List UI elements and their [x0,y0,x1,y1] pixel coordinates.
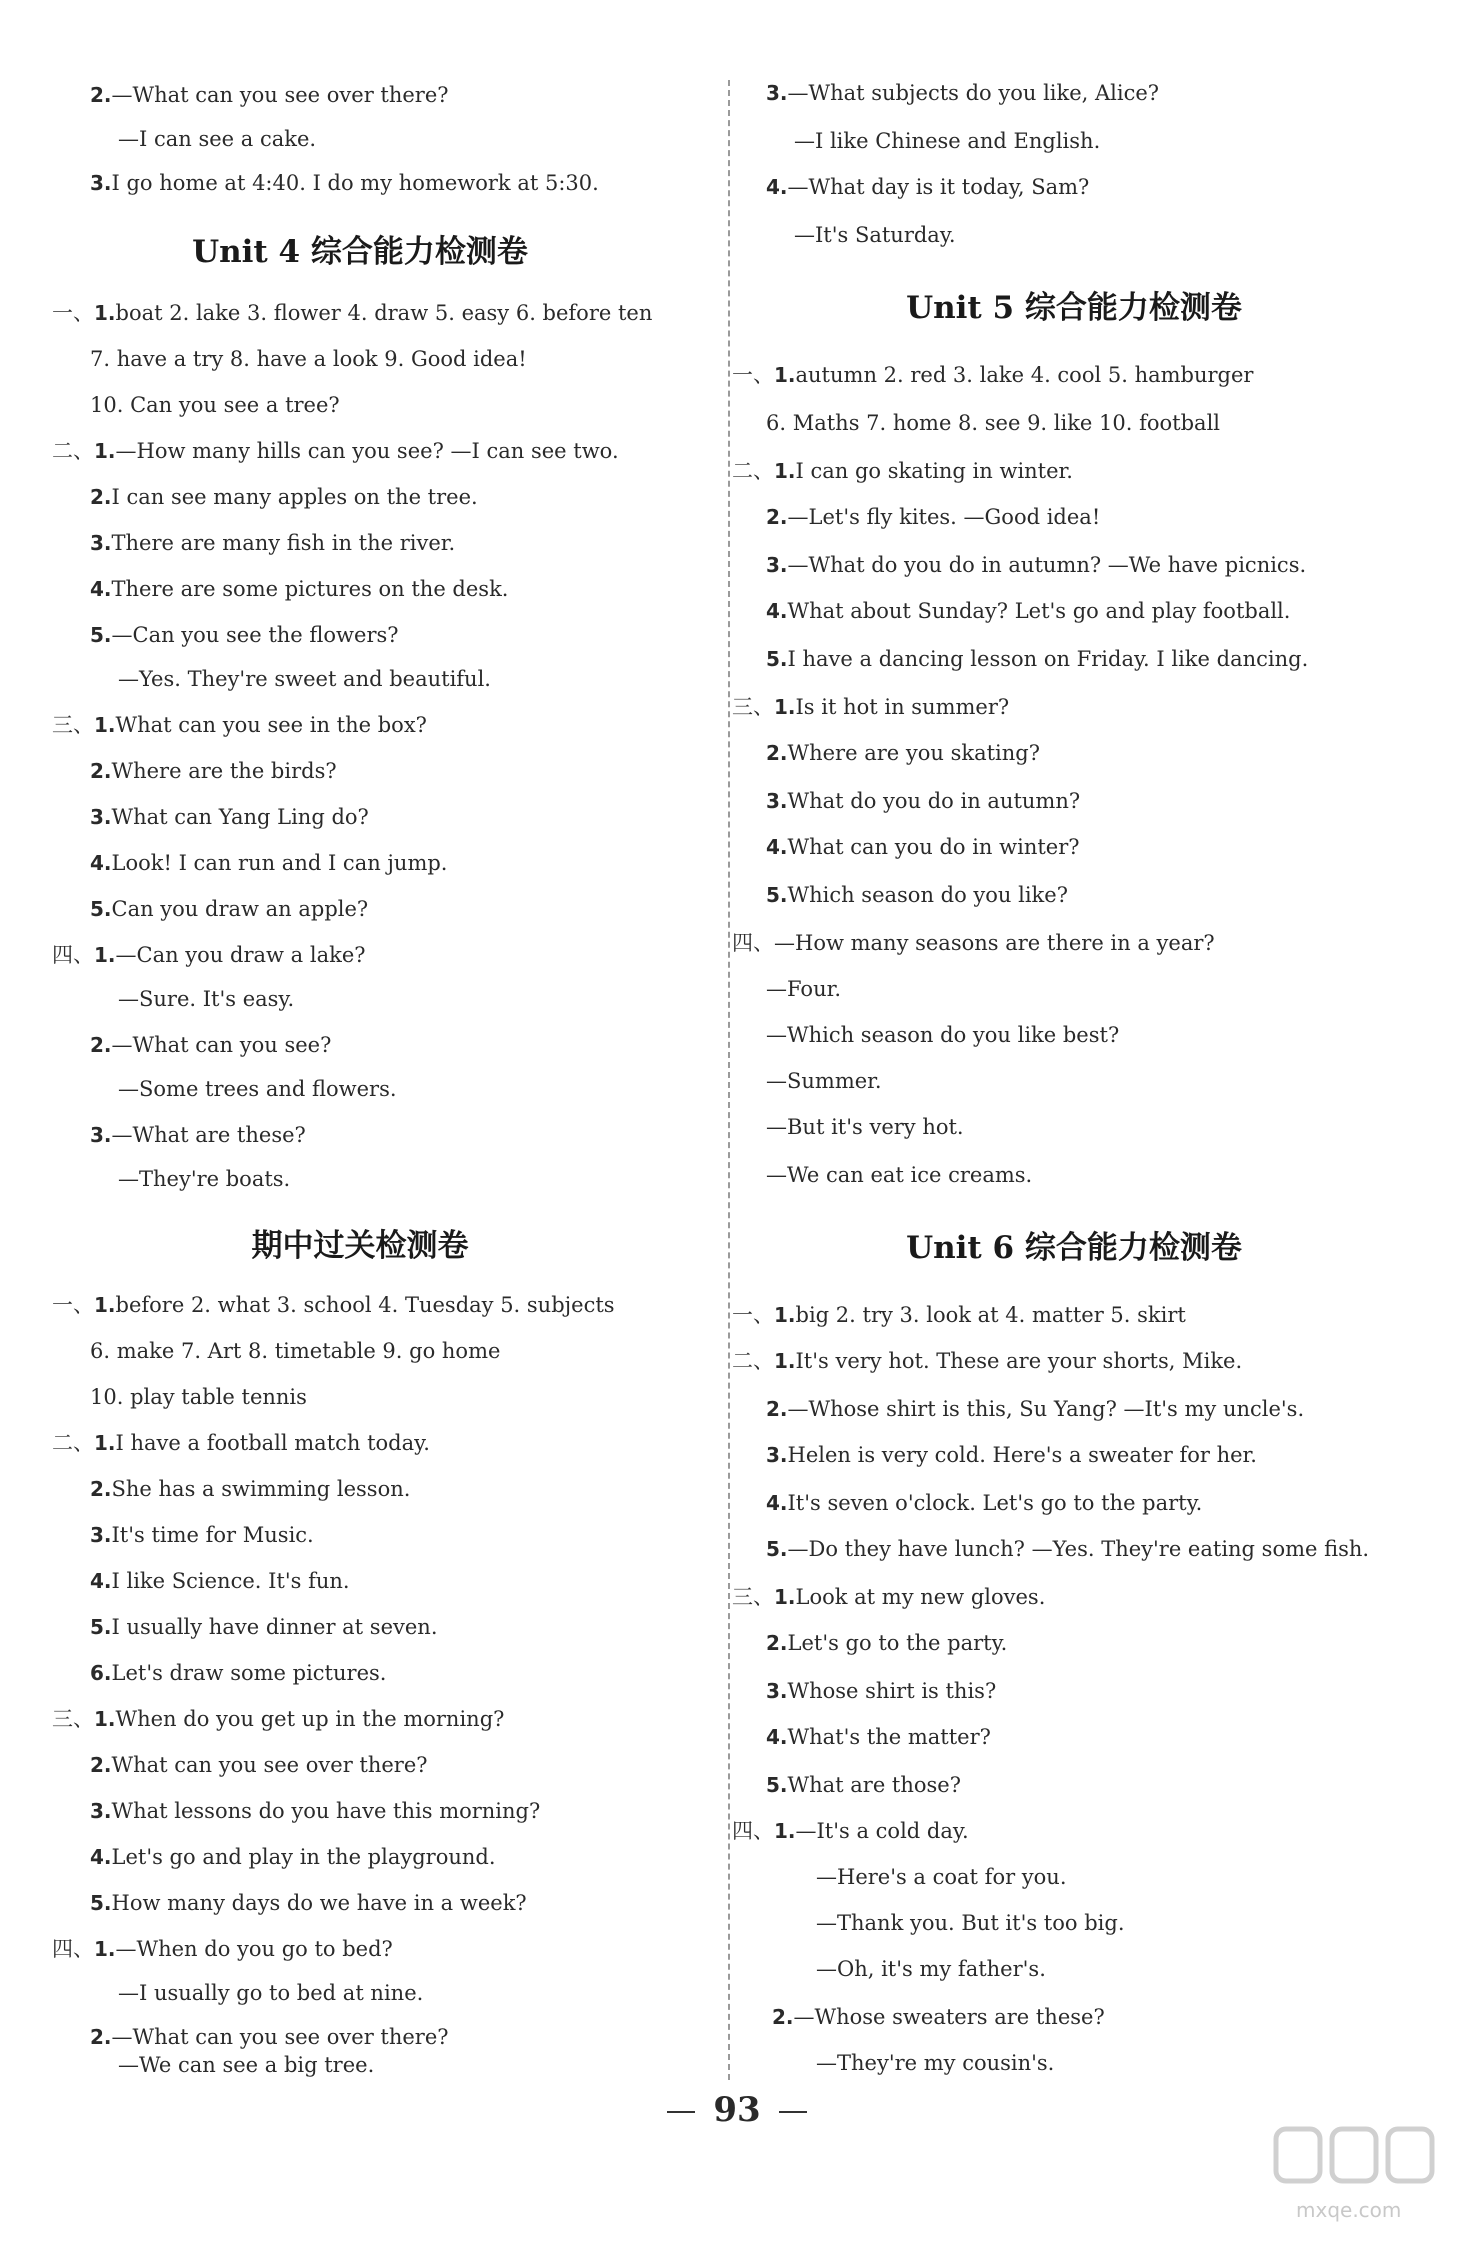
section-title-unit4: Unit 4 综合能力检测卷 [192,234,528,270]
section-marker: 一、 [732,363,774,387]
answer-text: I like Science. It's fun. [111,1569,350,1593]
answer-line [794,220,956,250]
answer-line [52,710,427,740]
answer-text: What can you do in winter? [787,835,1080,859]
answer-line [90,1842,496,1872]
answer-line [732,692,1009,722]
answer-text: —We can see a big tree. [118,2053,375,2077]
answer-text: —Which season do you like best? [766,1023,1120,1047]
item-number: 1. [94,1293,116,1317]
answer-line [90,482,478,512]
item-number: 3. [766,81,788,105]
section-title-unit5: Unit 5 综合能力检测卷 [906,290,1242,326]
answer-text: —Oh, it's my father's. [816,1957,1046,1981]
answer-text: big 2. try 3. look at 4. matter 5. skirt [795,1303,1186,1327]
item-number: 3. [766,1679,788,1703]
item-number: 1. [94,439,116,463]
answer-text: There are many fish in the river. [111,531,456,555]
item-number: 1. [774,1585,796,1609]
section-marker: 一、 [732,1303,774,1327]
answer-text: Where are the birds? [111,759,337,783]
answer-line [90,168,599,198]
answer-text: —Whose sweaters are these? [793,2005,1105,2029]
answer-line [766,1112,964,1142]
answer-text: —What are these? [111,1123,306,1147]
answer-line [766,738,1040,768]
watermark-text: mxqe.com [1296,2198,1402,2222]
answer-text: —Let's fly kites. —Good idea! [787,505,1101,529]
item-number: 3. [90,171,112,195]
answer-text: I go home at 4:40. I do my homework at 5:30. [111,171,599,195]
answer-line [766,974,841,1004]
answer-line [52,1934,393,1964]
answer-line [90,1120,306,1150]
item-number: 2. [766,1397,788,1421]
answer-line [816,1862,1067,1892]
answer-line [52,298,652,328]
footer-dash-left [667,2111,695,2113]
answer-line [90,756,337,786]
answer-text: boat 2. lake 3. flower 4. draw 5. easy 6. before ten [115,301,653,325]
answer-text: —When do you go to bed? [115,1937,393,1961]
answer-text: —Here's a coat for you. [816,1865,1067,1889]
answer-text: —Summer. [766,1069,882,1093]
answer-line [816,1908,1125,1938]
item-number: 1. [774,1349,796,1373]
answer-line [766,78,1159,108]
answer-line [766,408,1220,438]
answer-line [732,1816,969,1846]
section-marker: 二、 [732,459,774,483]
answer-line [766,644,1308,674]
answer-text: —I can see a cake. [118,127,317,151]
answer-text: Let's go and play in the playground. [111,1845,496,1869]
answer-line [772,2002,1105,2032]
answer-line [766,1628,1007,1658]
answer-text: Let's go to the party. [787,1631,1008,1655]
answer-line [90,1658,386,1688]
answer-line [816,2048,1054,2078]
answer-line [90,802,369,832]
answer-line [118,2050,374,2080]
answer-text: What's the matter? [787,1725,991,1749]
item-number: 2. [90,1033,112,1057]
answer-line [90,1030,331,1060]
answer-text: What about Sunday? Let's go and play football. [787,599,1291,623]
answer-text: Can you draw an apple? [111,897,369,921]
answer-text: Look at my new gloves. [795,1585,1046,1609]
item-number: 3. [90,805,112,829]
answer-line [90,1750,428,1780]
answer-line [90,528,455,558]
answer-text: Which season do you like? [787,883,1068,907]
answer-text: 10. play table tennis [90,1385,307,1409]
answer-text: —Whose shirt is this, Su Yang? —It's my uncle's. [787,1397,1305,1421]
answer-line [90,1336,500,1366]
item-number: 2. [90,83,112,107]
answer-text: —What can you see over there? [111,2025,449,2049]
item-number: 2. [90,1477,112,1501]
answer-text: —Some trees and flowers. [118,1077,397,1101]
section-marker: 四、 [52,943,94,967]
item-number: 4. [766,1491,788,1515]
answer-text: Where are you skating? [787,741,1040,765]
item-number: 1. [774,1819,796,1843]
item-number: 5. [766,1537,788,1561]
item-number: 3. [90,1123,112,1147]
item-number: 2. [766,1631,788,1655]
answer-line [732,1300,1186,1330]
answer-text: —Four. [766,977,841,1001]
section-title-midterm: 期中过关检测卷 [251,1228,469,1264]
answer-text: What can Yang Ling do? [111,805,369,829]
answer-line [90,1382,307,1412]
answer-line [90,2022,449,2052]
watermark-logo [1256,2121,1456,2231]
answer-text: What do you do in autumn? [787,789,1081,813]
section-marker: 三、 [52,713,94,737]
answer-text: I usually have dinner at seven. [111,1615,438,1639]
answer-line [766,550,1306,580]
answer-text: 7. have a try 8. have a look 9. Good idea! [90,347,527,371]
answer-text: 6. Maths 7. home 8. see 9. like 10. football [766,411,1221,435]
answer-line [52,436,619,466]
answer-text: Is it hot in summer? [795,695,1010,719]
answer-line [766,596,1290,626]
answer-line [766,1394,1304,1424]
column-divider [728,80,730,2080]
answer-text: It's very hot. These are your shorts, Mike. [795,1349,1243,1373]
answer-line [766,1440,1257,1470]
item-number: 4. [90,1845,112,1869]
answer-line [766,1020,1119,1050]
answer-text: Whose shirt is this? [787,1679,997,1703]
item-number: 3. [766,789,788,813]
answer-text: —How many seasons are there in a year? [774,931,1215,955]
answer-text: —It's a cold day. [795,1819,969,1843]
answer-line [766,1488,1202,1518]
answer-line [118,1164,290,1194]
answer-text: I have a dancing lesson on Friday. I like dancing. [787,647,1309,671]
answer-text: —Thank you. But it's too big. [816,1911,1125,1935]
item-number: 1. [94,1707,116,1731]
item-number: 3. [90,1523,112,1547]
answer-line [766,880,1068,910]
answer-line [90,620,399,650]
answer-text: It's time for Music. [111,1523,314,1547]
item-number: 2. [90,1753,112,1777]
answer-text: There are some pictures on the desk. [111,577,509,601]
answer-line [766,1534,1369,1564]
answer-line [90,1888,527,1918]
section-marker: 四、 [52,1937,94,1961]
section-marker: 三、 [52,1707,94,1731]
answer-line [766,786,1080,816]
item-number: 1. [774,459,796,483]
section-marker: 三、 [732,695,774,719]
item-number: 5. [90,1891,112,1915]
answer-text: What are those? [787,1773,961,1797]
item-number: 4. [766,835,788,859]
item-number: 5. [90,623,112,647]
answer-text: She has a swimming lesson. [111,1477,411,1501]
answer-line [90,390,340,420]
answer-text: Helen is very cold. Here's a sweater for her. [787,1443,1257,1467]
item-number: 3. [766,1443,788,1467]
item-number: 5. [90,1615,112,1639]
answer-line [52,1290,615,1320]
answer-text: —What can you see? [111,1033,332,1057]
answer-text: —Yes. They're sweet and beautiful. [118,667,491,691]
item-number: 5. [766,1773,788,1797]
item-number: 4. [766,599,788,623]
answer-line [90,344,527,374]
answer-text: —They're my cousin's. [816,2051,1055,2075]
item-number: 2. [90,2025,112,2049]
answer-text: —It's Saturday. [794,223,956,247]
item-number: 4. [90,851,112,875]
item-number: 3. [90,1799,112,1823]
item-number: 1. [774,695,796,719]
item-number: 6. [90,1661,112,1685]
answer-line [90,1612,438,1642]
answer-text: It's seven o'clock. Let's go to the party. [787,1491,1203,1515]
answer-line [766,1066,882,1096]
item-number: 2. [766,505,788,529]
answer-line [766,1722,991,1752]
item-number: 2. [90,759,112,783]
watermark-mark [1276,2129,1432,2181]
answer-line [90,1520,314,1550]
answer-line [52,1704,504,1734]
answer-text: —What do you do in autumn? —We have picnics. [787,553,1307,577]
answer-line [766,1770,961,1800]
answer-line [52,1428,430,1458]
answer-text: —They're boats. [118,1167,291,1191]
answer-text: —I usually go to bed at nine. [118,1981,424,2005]
answer-text: How many days do we have in a week? [111,1891,527,1915]
answer-text: When do you get up in the morning? [115,1707,505,1731]
answer-text: —What subjects do you like, Alice? [787,81,1160,105]
answer-text: —I like Chinese and English. [794,129,1101,153]
answer-text: —What day is it today, Sam? [787,175,1090,199]
answer-text: —But it's very hot. [766,1115,964,1139]
page-number: 93 [713,2090,761,2130]
answer-text: before 2. what 3. school 4. Tuesday 5. subjects [115,1293,615,1317]
answer-text: I can see many apples on the tree. [111,485,478,509]
answer-line [816,1954,1046,1984]
answer-line [52,940,366,970]
item-number: 2. [90,485,112,509]
answer-text: Let's draw some pictures. [111,1661,387,1685]
item-number: 1. [94,1937,116,1961]
section-marker: 二、 [52,439,94,463]
item-number: 4. [90,1569,112,1593]
answer-text: —Can you see the flowers? [111,623,399,647]
answer-line [118,124,316,154]
section-marker: 三、 [732,1585,774,1609]
answer-line [90,894,368,924]
section-marker: 二、 [52,1431,94,1455]
answer-line [766,832,1080,862]
answer-line [732,1346,1242,1376]
answer-text: I have a football match today. [115,1431,430,1455]
answer-line [90,1566,350,1596]
answer-text: —Can you draw a lake? [115,943,366,967]
answer-line [732,1582,1045,1612]
section-marker: 一、 [52,1293,94,1317]
answer-line [732,456,1073,486]
answer-text: 6. make 7. Art 8. timetable 9. go home [90,1339,501,1363]
footer-dash-right [779,2111,807,2113]
item-number: 4. [90,577,112,601]
answer-text: Look! I can run and I can jump. [111,851,448,875]
answer-line [90,80,449,110]
item-number: 3. [90,531,112,555]
answer-text: autumn 2. red 3. lake 4. cool 5. hamburger [795,363,1254,387]
answer-line [766,172,1089,202]
answer-text: What can you see over there? [111,1753,428,1777]
section-marker: 四、 [732,931,774,955]
item-number: 4. [766,175,788,199]
answer-line [766,502,1100,532]
answer-text: I can go skating in winter. [795,459,1073,483]
page-footer [0,2090,1474,2130]
item-number: 5. [766,647,788,671]
answer-line [766,1676,996,1706]
item-number: 1. [94,713,116,737]
answer-line [90,574,508,604]
answer-line [732,928,1215,958]
answer-line [118,984,294,1014]
item-number: 3. [766,553,788,577]
section-title-unit6: Unit 6 综合能力检测卷 [906,1230,1242,1266]
answer-line [732,360,1253,390]
answer-line [118,1074,397,1104]
answer-text: —What can you see over there? [111,83,449,107]
answer-text: —Sure. It's easy. [118,987,295,1011]
answer-text: What can you see in the box? [115,713,427,737]
section-marker: 四、 [732,1819,774,1843]
answer-line [766,1160,1032,1190]
item-number: 1. [94,1431,116,1455]
answer-line [90,1474,410,1504]
item-number: 2. [772,2005,794,2029]
answer-line [118,664,491,694]
item-number: 1. [774,1303,796,1327]
answer-text: 10. Can you see a tree? [90,393,340,417]
answer-line [90,848,448,878]
item-number: 1. [94,301,116,325]
item-number: 5. [766,883,788,907]
item-number: 2. [766,741,788,765]
answer-line [118,1978,423,2008]
answer-text: —Do they have lunch? —Yes. They're eating some fish. [787,1537,1370,1561]
answer-text: —How many hills can you see? —I can see two. [115,439,619,463]
section-marker: 二、 [732,1349,774,1373]
item-number: 4. [766,1725,788,1749]
answer-line [90,1796,540,1826]
item-number: 5. [90,897,112,921]
item-number: 1. [774,363,796,387]
answer-text: —We can eat ice creams. [766,1163,1033,1187]
item-number: 1. [94,943,116,967]
answer-text: What lessons do you have this morning? [111,1799,541,1823]
answer-line [794,126,1100,156]
section-marker: 一、 [52,301,94,325]
